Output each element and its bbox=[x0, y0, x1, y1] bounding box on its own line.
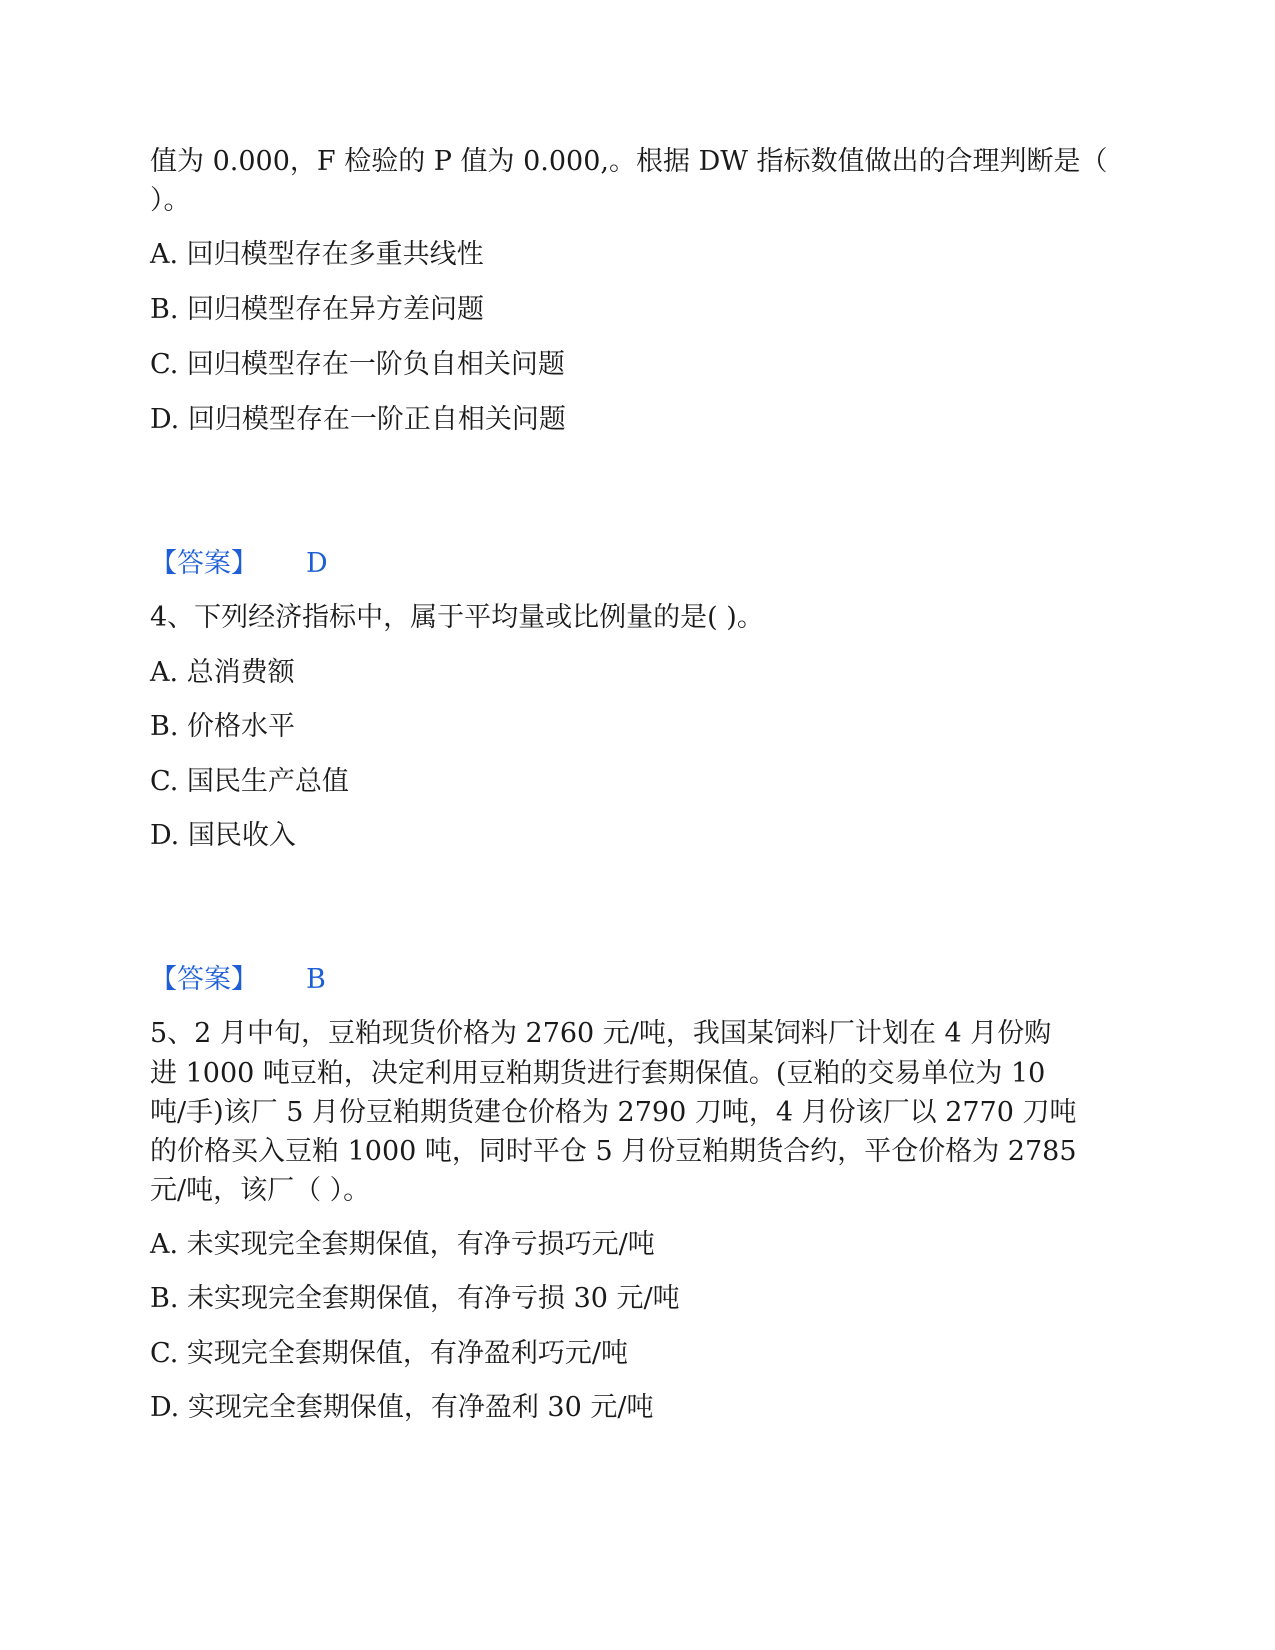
q4-option-d: D. 国民收入 bbox=[150, 820, 296, 851]
q4-answer-label: 【答案】 bbox=[150, 964, 258, 995]
q5-option-c: C. 实现完全套期保值，有净盈利巧元/吨 bbox=[150, 1338, 628, 1369]
q4-option-b: B. 价格水平 bbox=[150, 711, 296, 742]
q5-option-d: D. 实现完全套期保值，有净盈利 30 元/吨 bbox=[150, 1392, 654, 1423]
q4-answer-value: B bbox=[306, 964, 326, 995]
q4-answer bbox=[150, 962, 326, 998]
q3-stem-line-1: 值为 0.000，F 检验的 P 值为 0.000,。根据 DW 指标数值做出的合理判断是（ bbox=[150, 146, 1108, 177]
q3-answer bbox=[150, 546, 328, 582]
q5-stem-line-4: 的价格买入豆粕 1000 吨，同时平仓 5 月份豆粕期货合约，平仓价格为 2785 bbox=[150, 1136, 1077, 1167]
q5-stem-line-5: 元/吨，该厂（ ）。 bbox=[150, 1175, 371, 1206]
q4-option-a: A. 总消费额 bbox=[150, 657, 295, 688]
q3-option-c: C. 回归模型存在一阶负自相关问题 bbox=[150, 349, 565, 380]
q4-stem-line-1: 4、下列经济指标中，属于平均量或比例量的是( )。 bbox=[150, 602, 764, 633]
q5-stem-line-3: 吨/手)该厂 5 月份豆粕期货建仓价格为 2790 刀吨，4 月份该厂以 2770 刀吨 bbox=[150, 1097, 1077, 1128]
q3-option-b: B. 回归模型存在异方差问题 bbox=[150, 294, 485, 325]
q4-option-c: C. 国民生产总值 bbox=[150, 766, 349, 797]
q3-option-a: A. 回归模型存在多重共线性 bbox=[150, 239, 484, 270]
q3-answer-label: 【答案】 bbox=[150, 548, 258, 579]
q3-answer-value: D bbox=[306, 548, 328, 579]
q5-option-a: A. 未实现完全套期保值，有净亏损巧元/吨 bbox=[150, 1229, 655, 1260]
q3-option-d: D. 回归模型存在一阶正自相关问题 bbox=[150, 404, 566, 435]
q5-stem-line-1: 5、2 月中旬，豆粕现货价格为 2760 元/吨，我国某饲料厂计划在 4 月份购 bbox=[150, 1018, 1052, 1049]
q3-stem-line-2: ）。 bbox=[150, 185, 191, 216]
q5-option-b: B. 未实现完全套期保值，有净亏损 30 元/吨 bbox=[150, 1283, 680, 1314]
q5-stem-line-2: 进 1000 吨豆粕，决定利用豆粕期货进行套期保值。(豆粕的交易单位为 10 bbox=[150, 1058, 1046, 1089]
